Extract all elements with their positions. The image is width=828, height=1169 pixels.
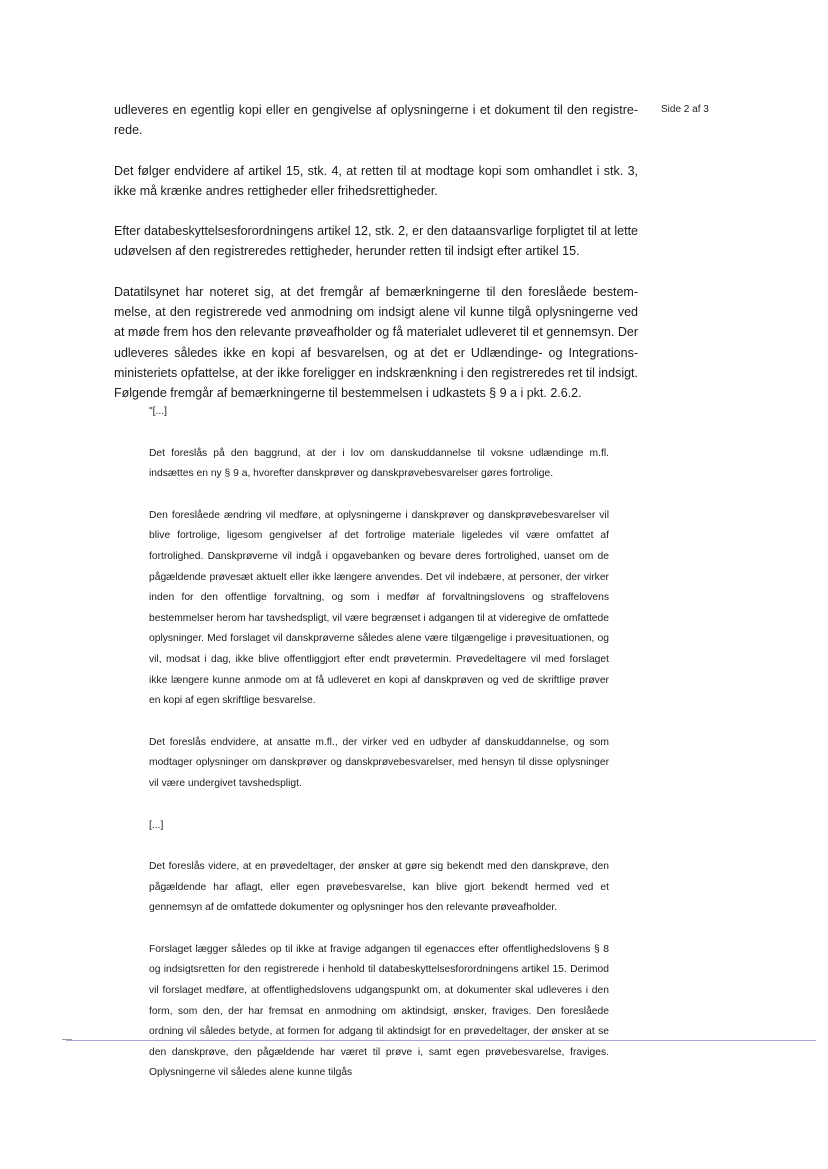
- paragraph: Datatilsynet har noteret sig, at det fremgår af bemærkningerne til den foreslåede bestemmelse, at den registrerede ved anmodning om indsigt alene vil kunne tilgå oplysningerne ved at møde frem hos den relevante prøveafholder og få materialet udleveret til et gennemsyn. Der udleveres således ikke en kopi af besvarelsen, og at det er Udlændinge- og Integrationsministeriets opfattelse, at der ikke foreligger en indskrænkning i den registreredes ret til indsigt. Følgende fremgår af bemærkningerne til bestemmelsen i udkastets § 9 a i pkt. 2.6.2.: [114, 284, 638, 401]
- quote-paragraph: Det foreslås videre, at en prøvedeltager, der ønsker at gøre sig bekendt med den danskprøve, den pågældende har aflagt, eller egen prøvebesvarelse, kan blive gjort bekendt hermed ved et gennemsyn af de omfattede dokumenter og oplysninger hos den relevante prøveafholder.: [149, 861, 609, 914]
- paragraph: Det følger endvidere af artikel 15, stk. 4, at retten til at modtage kopi som omhandlet i stk. 3, ikke må krænke andres rettigheder eller frihedsrettigheder.: [114, 163, 638, 198]
- quote-paragraph: Forslaget lægger således op til ikke at fravige adgangen til egenacces efter offentlighedslovens § 8 og indsigtsretten for den registrerede i henhold til databeskyttelsesforordningens artikel 15. Derimod vil forslaget medføre, at offentlighedslovens udgangspunkt om, at dokumenter skal udleveres i den form, som den, der har fremsat en anmodning om aktindsigt, ønsker, fraviges. Den foreslåede ordning vil således betyde, at formen for adgang til aktindsigt for en prøvedeltager, der ønsker at se den danskprøve, den pågældende har været til prøve i, samt egen prøvebesvarelse, fraviges. Oplysningerne vil således alene kunne tilgås: [149, 943, 609, 1079]
- quote-paragraph: "[...]: [149, 406, 167, 417]
- quote-paragraph: Det foreslås på den baggrund, at der i lov om danskuddannelse til voksne udlændinge m.fl. indsættes en ny § 9 a, hvorefter danskprøver og danskprøvebesvarelser gøres fortrolige.: [149, 447, 609, 480]
- divider-line: [66, 1040, 816, 1041]
- quoted-remarks: [149, 402, 609, 1105]
- paragraph: udleveres en egentlig kopi eller en gengivelse af oplysningerne i et dokument til den registrerede.: [114, 103, 638, 138]
- quote-paragraph: Det foreslås endvidere, at ansatte m.fl., der virker ved en udbyder af danskuddannelse, og som modtager oplysninger om danskprøver og danskprøvebesvarelser, med hensyn til disse oplysninger vil være undergivet tavshedspligt.: [149, 736, 609, 789]
- quote-paragraph: Den foreslåede ændring vil medføre, at oplysningerne i danskprøver og danskprøvebesvarelser vil blive fortrolige, ligesom gengivelser af det fortrolige materiale ligeledes vil være omfattet af fortrolighed. Danskprøverne vil indgå i opgavebanken og bevare deres fortrolighed, uanset om de pågældende prøvesæt aktuelt eller ikke længere anvendes. Det vil indebære, at personer, der virker inden for den offentlige forvaltning, og som i medfør af forvaltningslovens og straffelovens bestemmelser herom har tavshedspligt, vil være begrænset i adgangen til at videregive de omfattede oplysninger. Med forslaget vil danskprøverne således alene være tilgængelige i prøvesituationen, og vil, modsat i dag, ikke blive offentliggjort efter endt prøvetermin. Prøvedeltagere vil med forslaget ikke længere kunne anmode om at få udleveret en kopi af danskprøven og ved de skriftlige prøver en kopi af egen skriftlige besvarelse.: [149, 509, 609, 707]
- main-text: [114, 100, 638, 424]
- quote-paragraph: [...]: [149, 819, 164, 831]
- paragraph: Efter databeskyttelsesforordningens artikel 12, stk. 2, er den dataansvarlige forpligtet til at lette udøvelsen af den registreredes rettigheder, herunder retten til indsigt efter artikel 15.: [114, 224, 638, 259]
- page-number: Side 2 af 3: [661, 104, 709, 115]
